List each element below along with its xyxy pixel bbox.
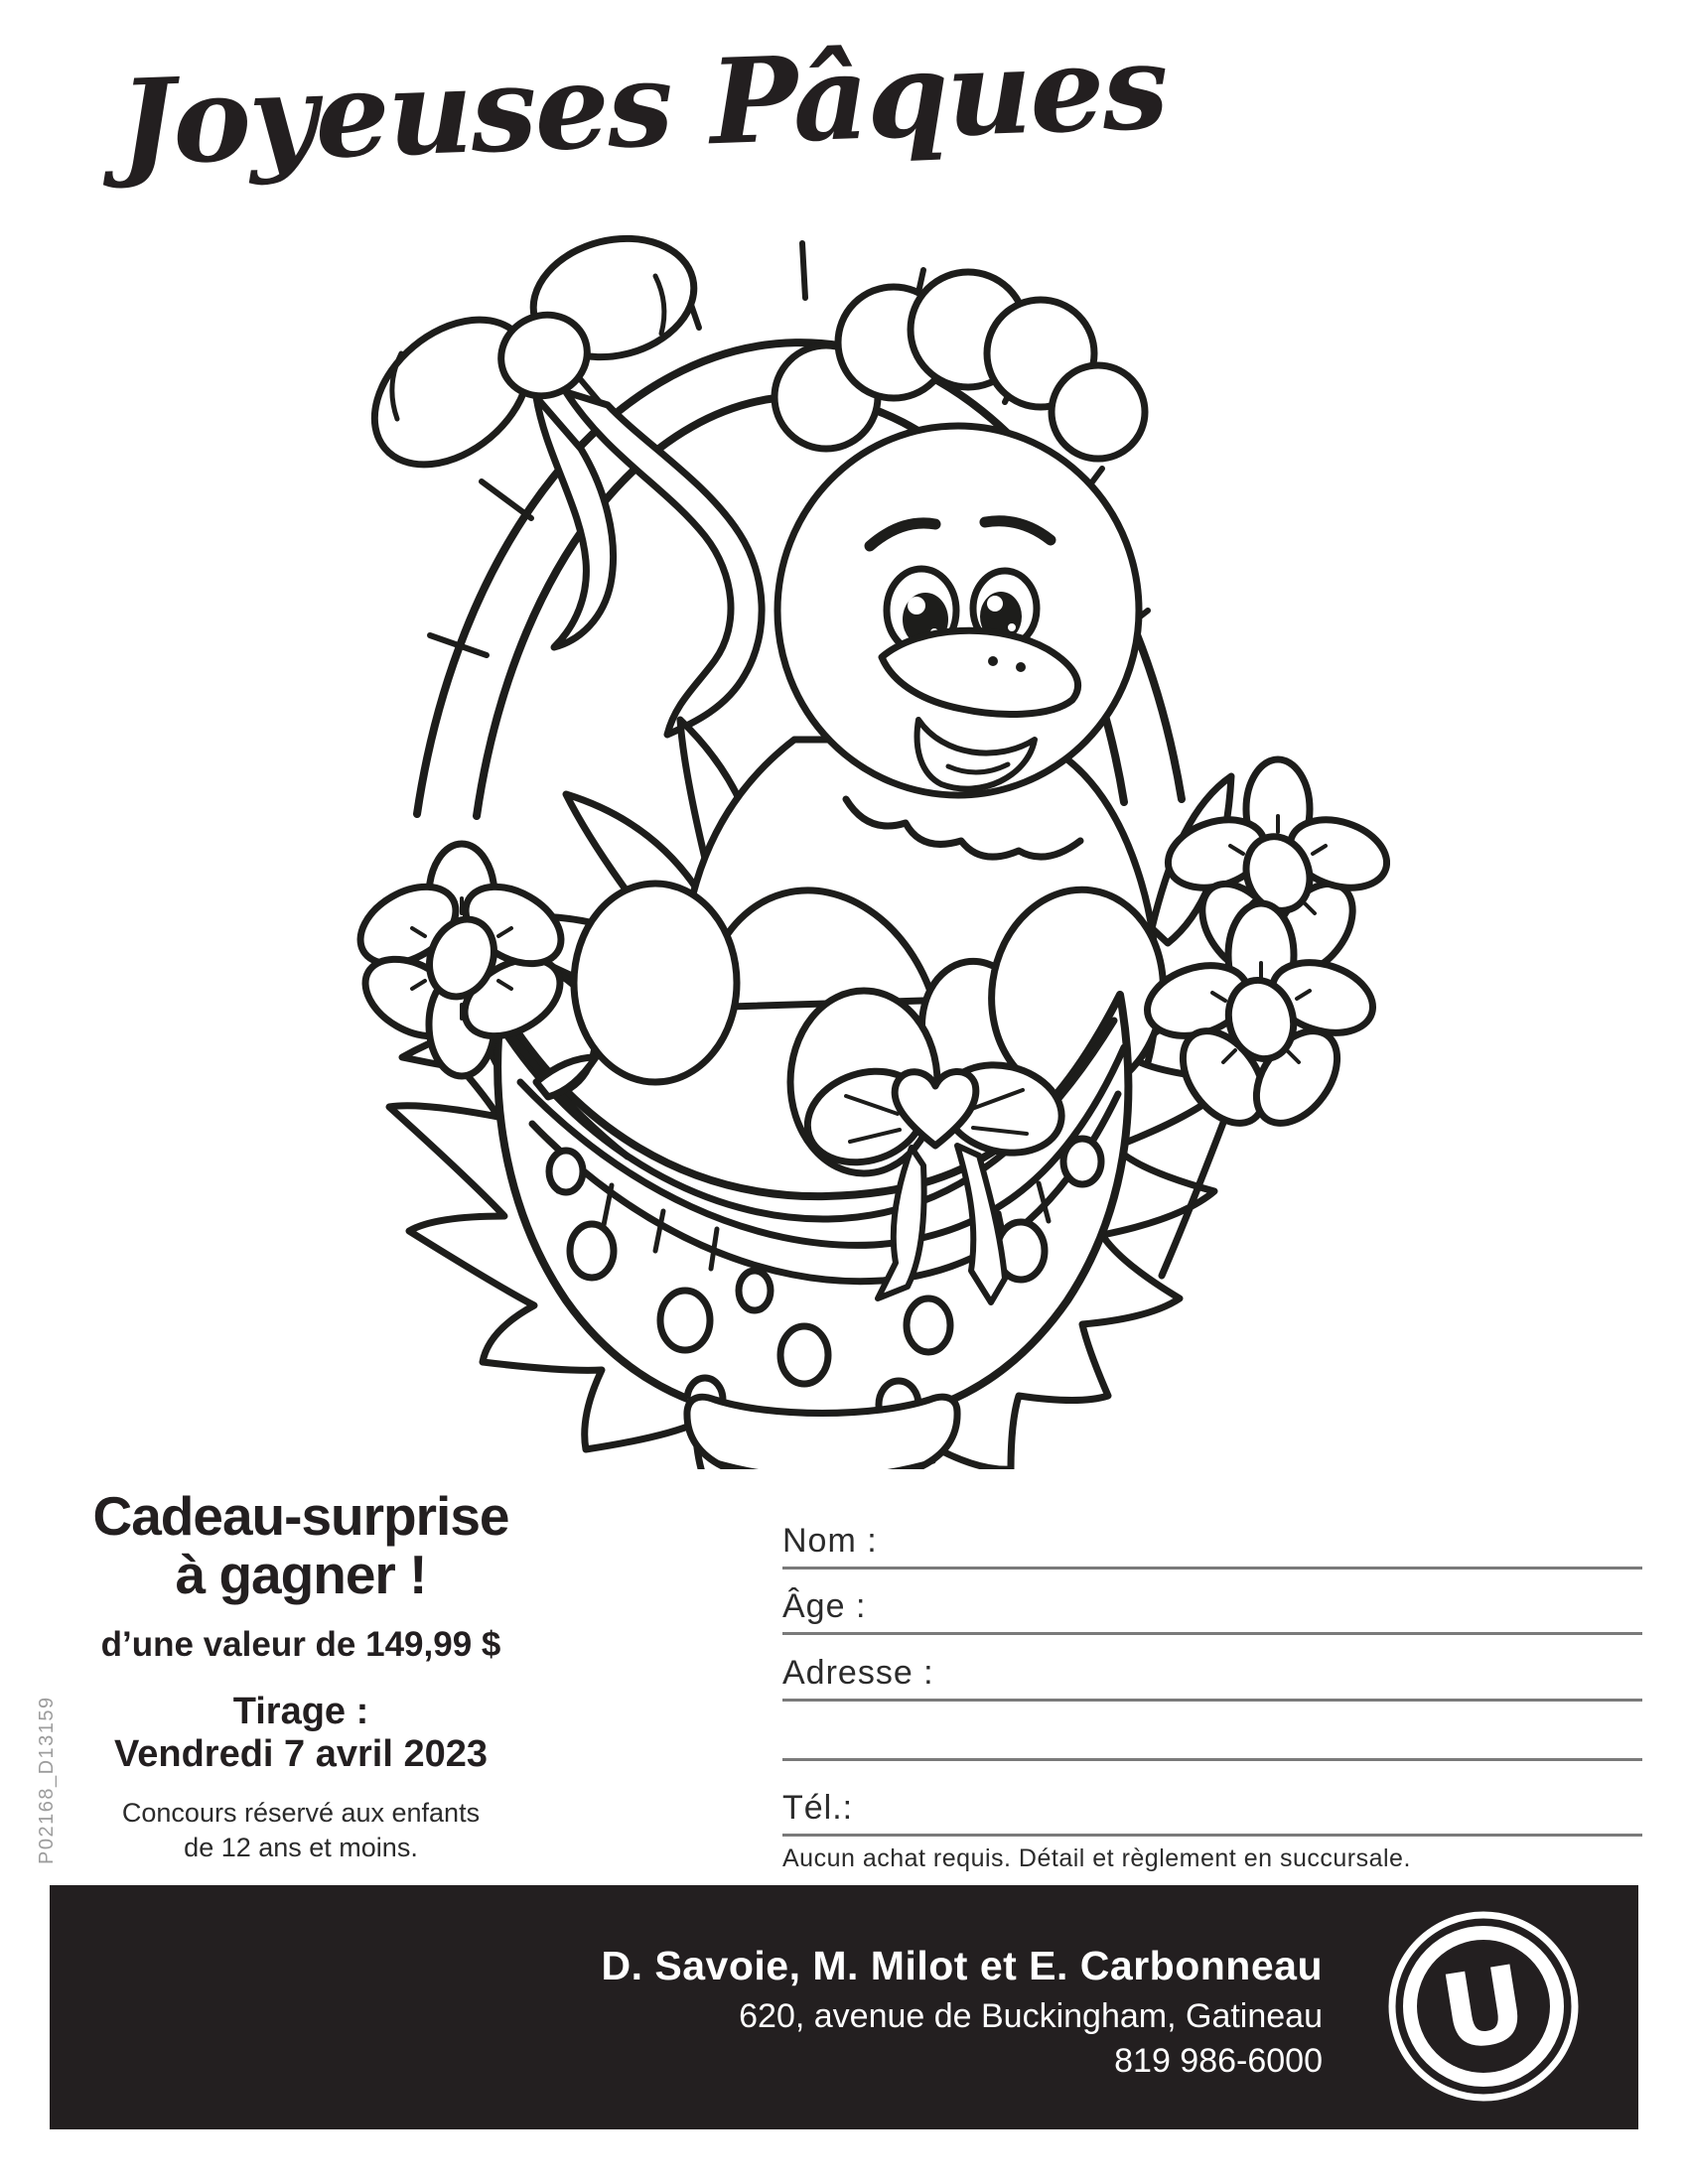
age-field[interactable] bbox=[782, 1580, 1642, 1635]
contest-disclaimer: Aucun achat requis. Détail et règlement en succursale. bbox=[782, 1844, 1411, 1872]
uniprix-logo bbox=[1384, 1907, 1583, 2106]
contest-headline-line1: Cadeau-surprise bbox=[92, 1485, 509, 1547]
address-label: Adresse : bbox=[782, 1654, 934, 1692]
contest-headline-line2: à gagner ! bbox=[175, 1544, 427, 1606]
address-field[interactable] bbox=[782, 1646, 1642, 1702]
print-code: P02168_D13159 bbox=[36, 1696, 58, 1864]
logo-letter: U bbox=[1433, 1942, 1535, 2075]
phone-label: Tél.: bbox=[782, 1789, 854, 1827]
name-field[interactable] bbox=[782, 1517, 1642, 1570]
address-field-line2[interactable] bbox=[782, 1729, 1642, 1761]
draw-date: Vendredi 7 avril 2023 bbox=[113, 1732, 488, 1775]
easter-chick-basket-illustration bbox=[238, 159, 1390, 1469]
store-owners: D. Savoie, M. Milot et E. Carbonneau bbox=[601, 1943, 1323, 1988]
page-title: Joyeuses Pâques bbox=[116, 17, 1169, 193]
contest-block bbox=[87, 1487, 514, 1865]
age-label: Âge : bbox=[782, 1587, 867, 1625]
eligibility-line1: Concours réservé aux enfants bbox=[121, 1797, 481, 1828]
store-footer-bar bbox=[50, 1885, 1638, 2129]
phone-field[interactable] bbox=[782, 1781, 1642, 1837]
eligibility-line2: de 12 ans et moins. bbox=[184, 1832, 418, 1862]
store-address: 620, avenue de Buckingham, Gatineau bbox=[739, 1997, 1323, 2035]
store-phone: 819 986-6000 bbox=[1114, 2042, 1323, 2080]
draw-label: Tirage : bbox=[232, 1690, 369, 1732]
name-label: Nom : bbox=[782, 1522, 878, 1560]
store-info bbox=[602, 1943, 1324, 2081]
prize-value: d’une valeur de 149,99 $ bbox=[100, 1624, 501, 1664]
